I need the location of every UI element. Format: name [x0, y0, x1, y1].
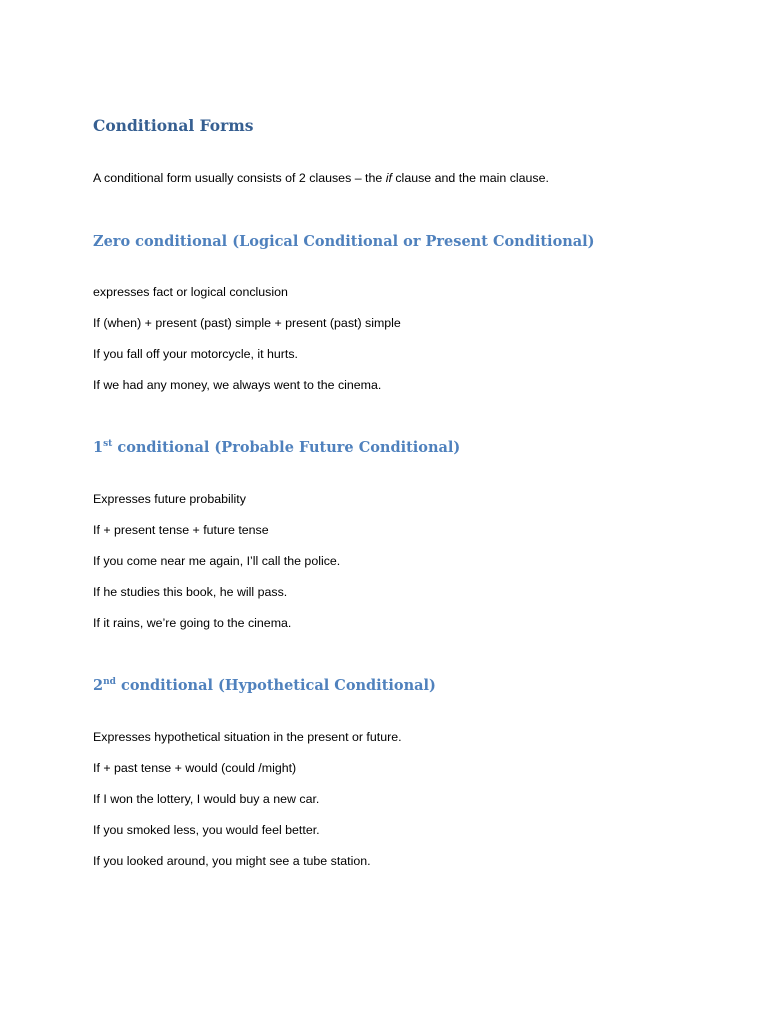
- intro-text-after: clause and the main clause.: [391, 171, 549, 185]
- section-line: Expresses hypothetical situation in the present or future.: [93, 730, 402, 744]
- section-line: If + past tense + would (could /might): [93, 761, 297, 775]
- heading-ordinal: st: [103, 439, 113, 450]
- heading-number: 2: [93, 677, 104, 694]
- section-heading-second-conditional: [93, 677, 436, 694]
- section-line: If I won the lottery, I would buy a new car.: [93, 792, 320, 806]
- section-line: If you fall off your motorcycle, it hurts.: [93, 347, 298, 361]
- section-line: If he studies this book, he will pass.: [93, 585, 288, 599]
- heading-text: conditional (Hypothetical Conditional): [115, 677, 436, 694]
- section-line: If we had any money, we always went to the cinema.: [93, 378, 382, 392]
- section-line: Expresses future probability: [93, 492, 246, 506]
- intro-text-italic: if: [385, 171, 392, 185]
- intro-paragraph: [93, 171, 549, 185]
- heading-number: 1: [93, 439, 104, 456]
- section-line: If + present tense + future tense: [93, 523, 269, 537]
- section-line: If it rains, we’re going to the cinema.: [93, 616, 292, 630]
- section-line: expresses fact or logical conclusion: [93, 285, 288, 299]
- page-title: Conditional Forms: [93, 116, 254, 135]
- heading-ordinal: nd: [103, 677, 116, 688]
- section-line: If (when) + present (past) simple + present (past) simple: [93, 316, 401, 330]
- intro-text-before: A conditional form usually consists of 2 clauses – the: [93, 171, 386, 185]
- section-heading-first-conditional: [93, 439, 460, 456]
- section-line: If you come near me again, I’ll call the police.: [93, 554, 341, 568]
- section-heading-zero-conditional: Zero conditional (Logical Conditional or Present Conditional): [93, 233, 595, 250]
- heading-text: conditional (Probable Future Conditional): [112, 439, 461, 456]
- section-line: If you looked around, you might see a tube station.: [93, 854, 371, 868]
- section-line: If you smoked less, you would feel better.: [93, 823, 320, 837]
